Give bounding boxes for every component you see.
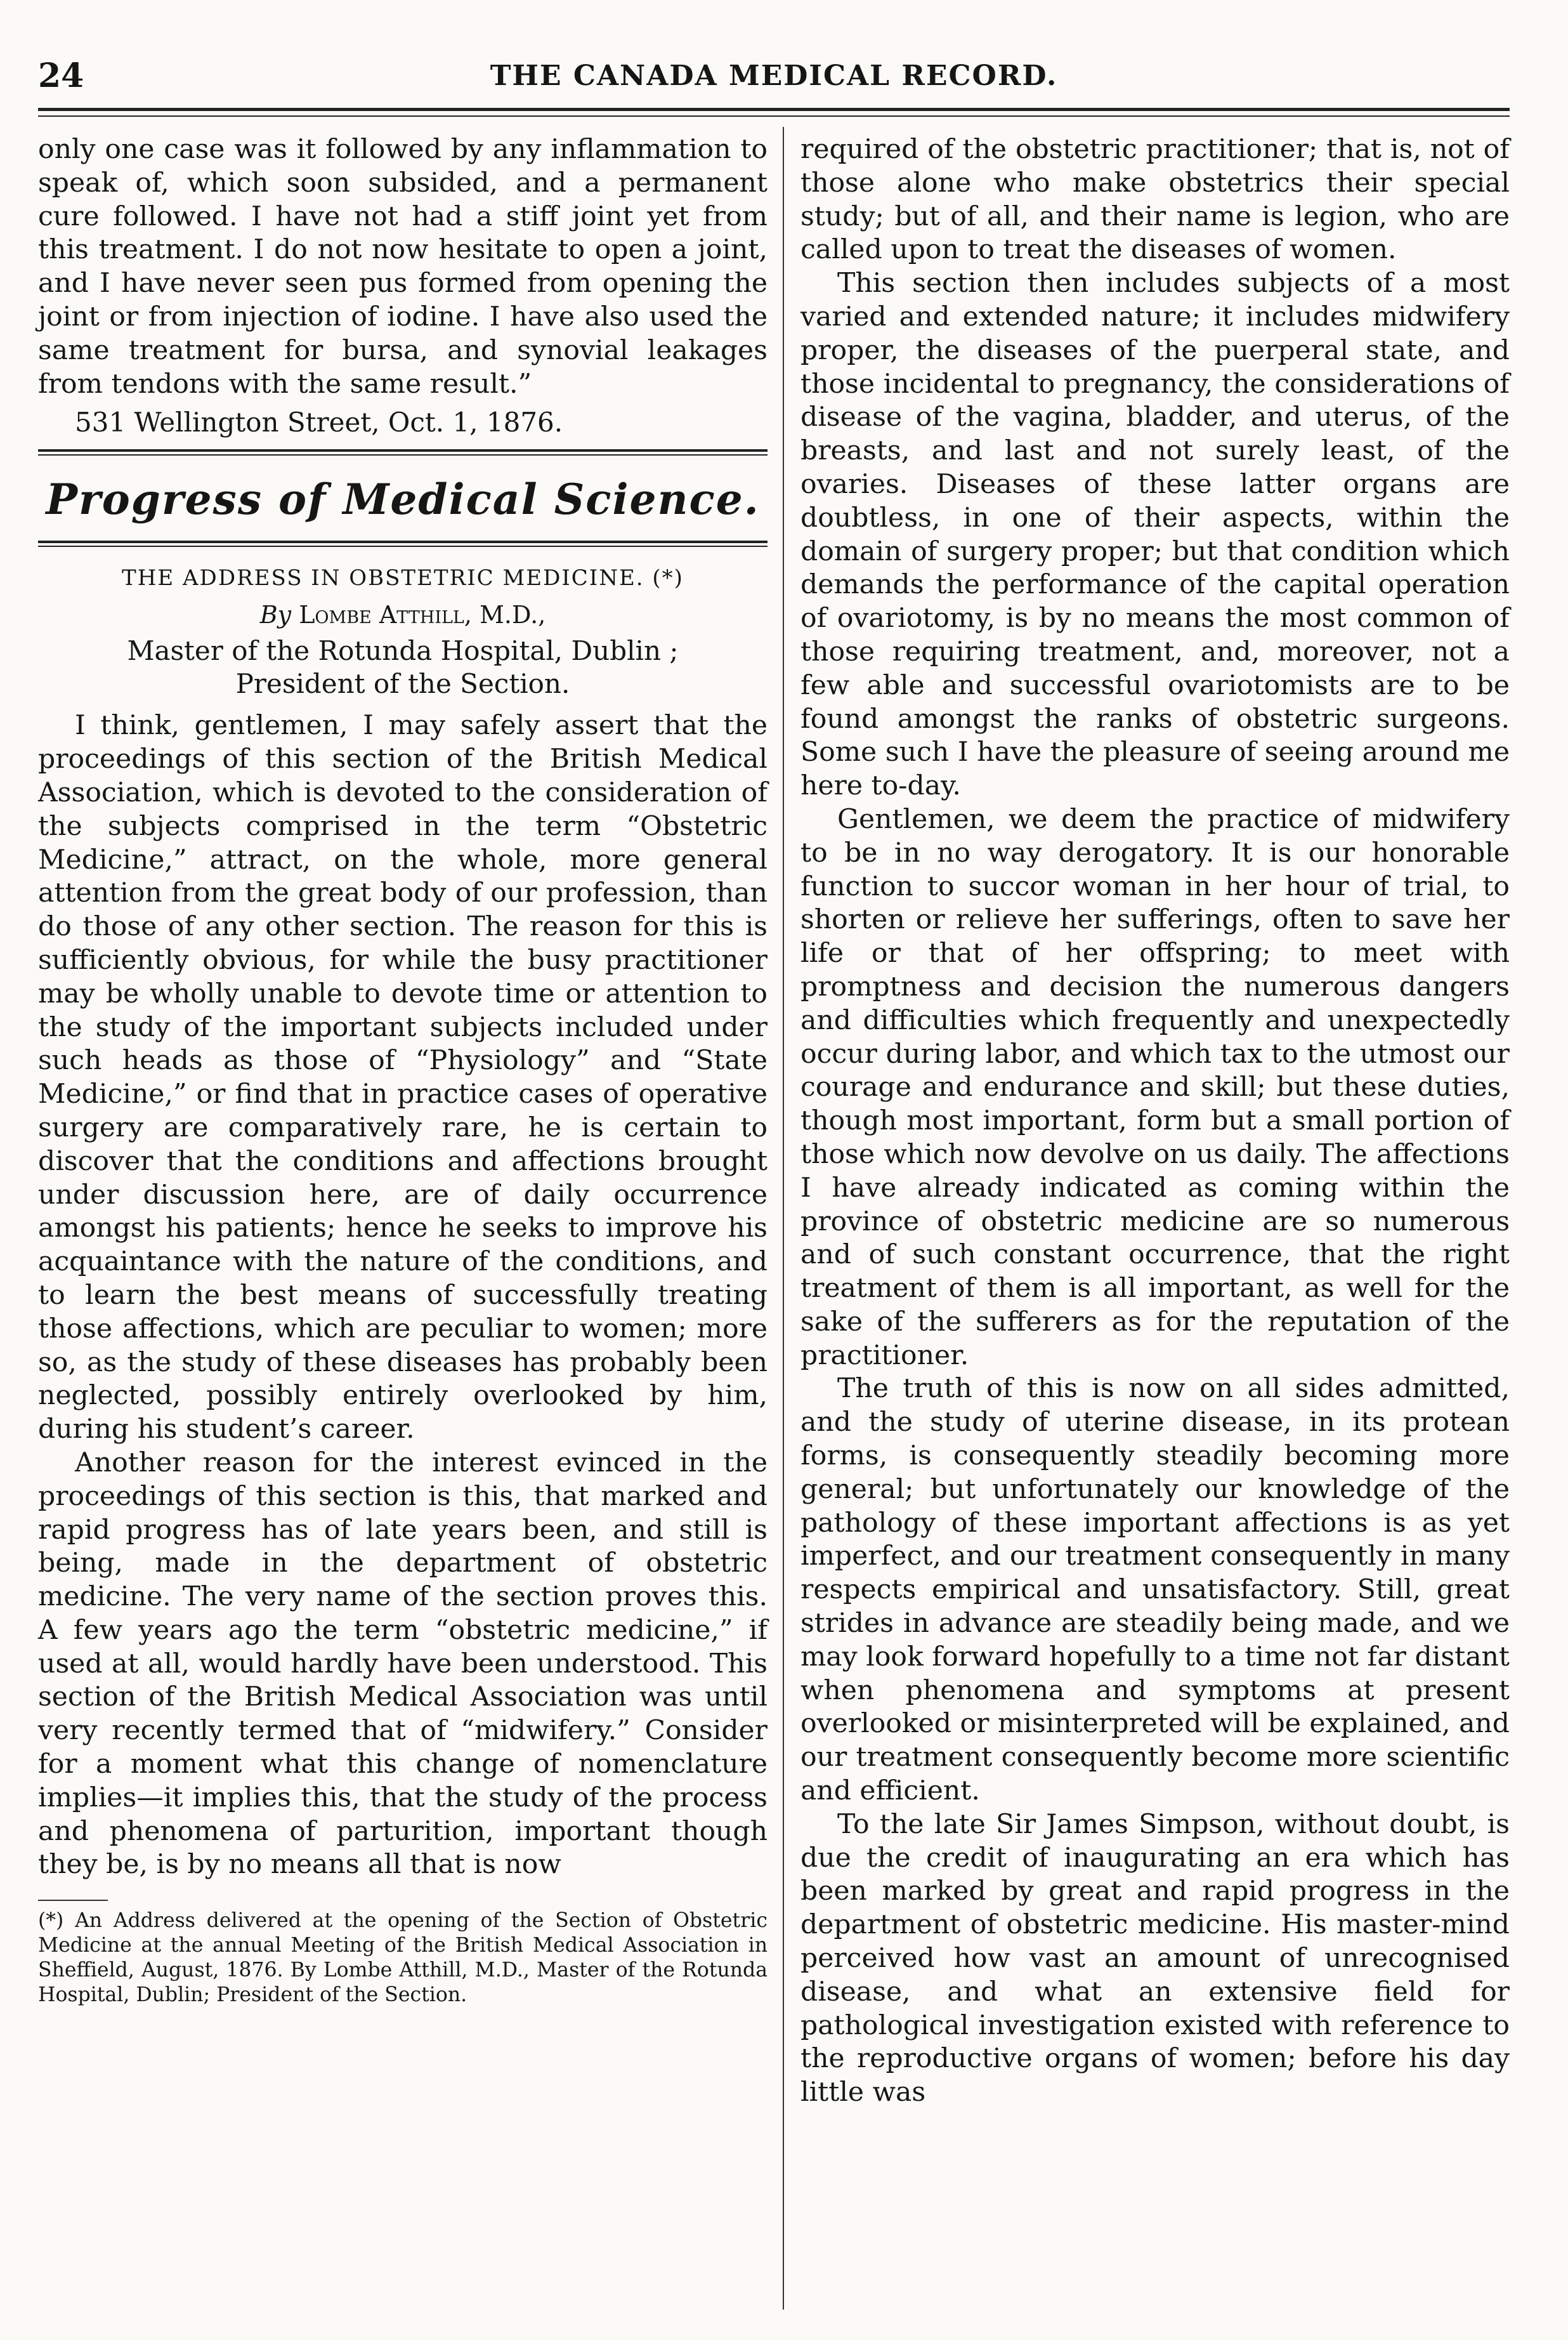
affiliation-line-2: President of the Section. — [235, 668, 570, 700]
article-paragraph: Gentlemen, we deem the practice of midwifery to be in no way derogatory. It is our honorable function to succor woman in her hour of trial, to shorten or relieve her sufferings, often to save her life or that of her offspring; to meet with promptness and decision the numerous dangers and difficulties which frequently and unexpectedly occur during labor, and which tax to the utmost our courage and endurance and skill; but these duties, though most important, form but a small portion of those which now devolve on us daily. The affections I have already indicated as coming within the province of obstetric medicine are so numerous and of such constant occurrence, that the right treatment of them is all important, as well for the sake of the sufferers as for the reputation of the practitioner. — [800, 803, 1510, 1371]
column-divider — [783, 127, 784, 2310]
affiliation-line-1: Master of the Rotunda Hospital, Dublin ; — [127, 635, 679, 667]
article-paragraph: required of the obstetric practitioner; that is, not of those alone who make obstetrics their special study; but of all, and their name is legion, who are called upon to treat the diseases of women. — [800, 134, 1510, 266]
article-paragraph: The truth of this is now on all sides admitted, and the study of uterine disease, in its protean forms, is consequently steadily becoming more general; but unfortunately our knowledge of the pathology of these important affections is as yet imperfect, and our treatment consequently in many respects empirical and unsatisfactory. Still, great strides in advance are steadily being made, and we may look forward hopefully to a time not far distant when phenomena and symptoms at present overlooked or misinterpreted will be explained, and our treatment consequently become more scientific and efficient. — [800, 1373, 1510, 1807]
article-paragraph: I think, gentlemen, I may safely assert that the proceedings of this section of the British Medical Association, which is devoted to the consideration of the subjects comprised in the term “Obstetric Medicine,” attract, on the whole, more general attention from the great body of our profession, than do those of any other section. The reason for this is sufficiently obvious, for while the busy practitioner may be wholly unable to devote time or attention to the study of the important subjects included under such heads as those of “Physiology” and “State Medicine,” or find that in practice cases of operative surgery are comparatively rare, he is certain to discover that the conditions and affections brought under discussion here, are of daily occurrence amongst his patients; hence he seeks to improve his acquaintance with the nature of the conditions, and to learn the best means of successfully treating those affections, which are peculiar to women; more so, as the study of these diseases has probably been neglected, possibly entirely overlooked by him, during his student’s career. — [38, 710, 768, 1445]
section-title: Progress of Medical Science. — [46, 475, 760, 525]
article-title: THE ADDRESS IN OBSTETRIC MEDICINE. (*) — [122, 565, 684, 591]
section-rule-top — [38, 449, 768, 452]
page-number: 24 — [38, 56, 84, 95]
byline — [38, 599, 768, 631]
continuation-paragraph: only one case was it followed by any inflammation to speak of, which soon subsided, and a permanent cure followed. I have not had a stiff joint yet from this treatment. I do not now hesitate to open a joint, and I have never seen pus formed from opening the joint or from injection of iodine. I have also used the same treatment for bursa, and synovial leakages from tendons with the same result.” — [38, 134, 768, 400]
page-header — [38, 51, 1510, 102]
article-paragraph: To the late Sir James Simpson, without doubt, is due the credit of inaugurating an era which has been marked by great and rapid progress in the department of obstetric medicine. His master-mind perceived how vast an amount of unrecognised disease, and what an extensive field for pathological investigation existed with reference to the reproductive organs of women; before his day little was — [800, 1808, 1510, 2108]
byline-prefix: By — [259, 601, 292, 629]
left-column — [38, 133, 768, 2303]
section-rule-bottom-thin — [38, 546, 768, 547]
right-column — [800, 133, 1510, 2303]
journal-title: THE CANADA MEDICAL RECORD. — [490, 60, 1058, 92]
section-rule-bottom — [38, 541, 768, 543]
article-paragraph: This section then includes subjects of a most varied and extended nature; it includes midwifery proper, the diseases of the puerperal state, and those incidental to pregnancy, the considerations of disease of the vagina, bladder, and uterus, of the breasts, and last and not surely least, of the ovaries. Diseases of these latter organs are doubtless, in one of their aspects, within the domain of surgery proper; but that condition which demands the performance of the capital operation of ovariotomy, is by no means the most common of those requiring treatment, and, moreover, not a few able and successful ovariotomists are to be found amongst the ranks of obstetric surgeons. Some such I have the pleasure of seeing around me here to-day. — [800, 268, 1510, 802]
section-rule-top-thin — [38, 454, 768, 456]
address-line: 531 Wellington Street, Oct. 1, 1876. — [75, 407, 563, 438]
footnote-rule — [38, 1900, 108, 1901]
footnote: (*) An Address delivered at the opening of the Section of Obstetric Medicine at the annual Meeting of the British Medical Association in Sheffield, August, 1876. By Lombe Atthill, M.D., Master of the Rotunda Hospital, Dublin; President of the Section. — [38, 1909, 768, 2007]
header-rule-thin — [38, 115, 1510, 117]
byline-author: Lombe Atthill, M.D., — [299, 601, 546, 629]
header-rule-thick — [38, 108, 1510, 111]
article-paragraph: Another reason for the interest evinced in the proceedings of this section is this, that marked and rapid progress has of late years been, and still is being, made in the department of obstetric medicine. The very name of the section proves this. A few years ago the term “obstetric medicine,” if used at all, would hardly have been understood. This section of the British Medical Association was until very recently termed that of “midwifery.” Consider for a moment what this change of nomenclature implies—it implies this, that the study of the process and phenomena of parturition, important though they be, is by no means all that is now — [38, 1447, 768, 1881]
author-affiliation — [38, 634, 768, 700]
